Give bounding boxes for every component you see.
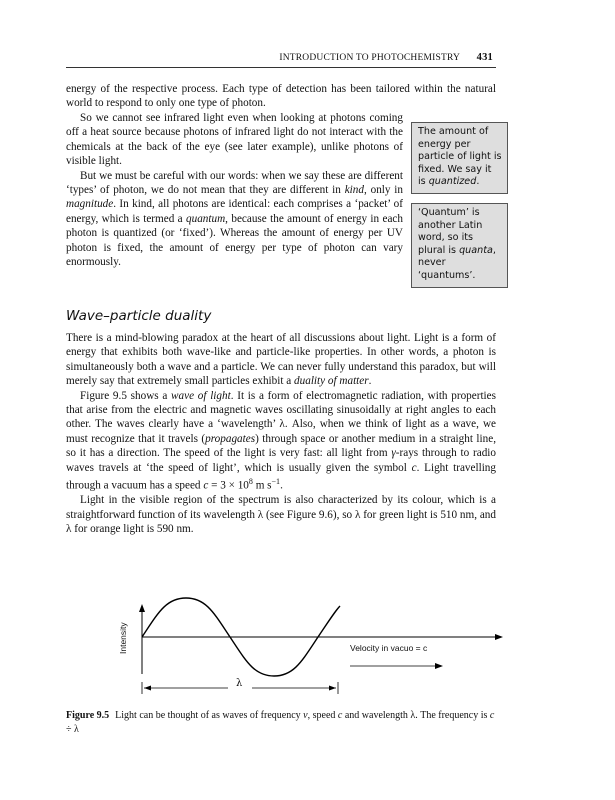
section-heading: Wave–particle duality — [66, 308, 212, 324]
photon-paragraphs — [66, 111, 403, 269]
paragraph-infrared: So we cannot see infrared light even when looking at photons coming off a heat source because photons of infrared light do not interact with the chemicals at the back of the eye (see later example), unlike photons of visible light. — [66, 112, 403, 168]
running-title: INTRODUCTION TO PHOTOCHEMISTRY — [279, 53, 461, 63]
wave-particle-section — [66, 331, 496, 536]
caption-label: Figure 9.5 — [66, 710, 110, 721]
intro-continuation — [66, 82, 496, 111]
term-magnitude: magnitude — [66, 198, 114, 211]
paragraph-photon-types: But we must be careful with our words: when we say these are different ‘types’ of photon, we do not mean that they are different in kind, only in magnitude. In kind, all photons are identical: each comprises a ‘packet’ of energy, which is termed a quantum, because the amount of energy in each photon is quantized (or ‘fixed’). Whereas the amount of energy per UV photon is fixed, the amount of energy per type of photon can vary enormously. — [66, 169, 404, 269]
term-quantum: quantum — [186, 212, 226, 225]
running-head — [0, 52, 493, 63]
intensity-label: Intensity — [118, 622, 128, 654]
header-rule — [66, 67, 496, 68]
term-duality: duality of matter — [294, 375, 369, 388]
paragraph-paradox: There is a mind-blowing paradox at the heart of all discussions about light. Light is a form of energy that exhibits both wave-like and particle-like properties. In other words, a photon is simultaneously both a wave and a particle. We can never fully understand this paradox, but will merely say that extremely small particles exhibit a duality of matter. — [66, 332, 496, 388]
term-wave-of-light: wave of light — [171, 389, 231, 402]
figure-light-wave — [118, 590, 508, 700]
velocity-label: Velocity in vacuo = c — [350, 643, 428, 653]
margin-note-quanta: ‘Quantum’ is another Latin word, so its plural is quanta, never ‘quantums’. — [411, 203, 508, 288]
intro-line: energy of the respective process. Each type of detection has been tailored within the natural world to respond to only one type of photon. — [66, 83, 496, 110]
wavelength-label: λ — [236, 678, 243, 689]
wave-diagram — [118, 590, 508, 700]
margin-note-quantized: The amount of energy per particle of light is fixed. We say it is quantized. — [411, 122, 508, 194]
figure-caption: Figure 9.5 Light can be thought of as waves of frequency ν, speed c and wavelength λ. The frequency is c ÷ λ — [66, 710, 495, 735]
term-propagates: propagates — [205, 432, 256, 445]
term-kind: kind — [344, 184, 364, 197]
y-axis-arrow — [139, 604, 145, 612]
paragraph-wave-of-light: Figure 9.5 shows a wave of light. It is a form of electromagnetic radiation, with properties that arise from the electric and magnetic waves oscillating sinusoidally at right angles to each other. The waves clearly have a ‘wavelength’ λ. Also, when we think of light as a wave, we must recognize that it travels (propagates) through space or another medium in a straight line, so it has a direction. The speed of the light is very fast: all light from γ-rays through to radio waves travels at ‘the speed of light’, which is usually given the symbol c. Light travelling through a vacuum has a speed $c = 3 \times 10^8$ m $s^{-1}$. — [66, 389, 497, 492]
page-number: 431 — [476, 52, 493, 63]
x-axis-arrow — [495, 634, 503, 640]
paragraph-colour: Light in the visible region of the spectrum is also characterized by its colour, which is a straightforward function of its wavelength λ (see Figure 9.6), so λ for green light is 510 nm, and λ for orange light is 590 nm. — [66, 494, 496, 536]
